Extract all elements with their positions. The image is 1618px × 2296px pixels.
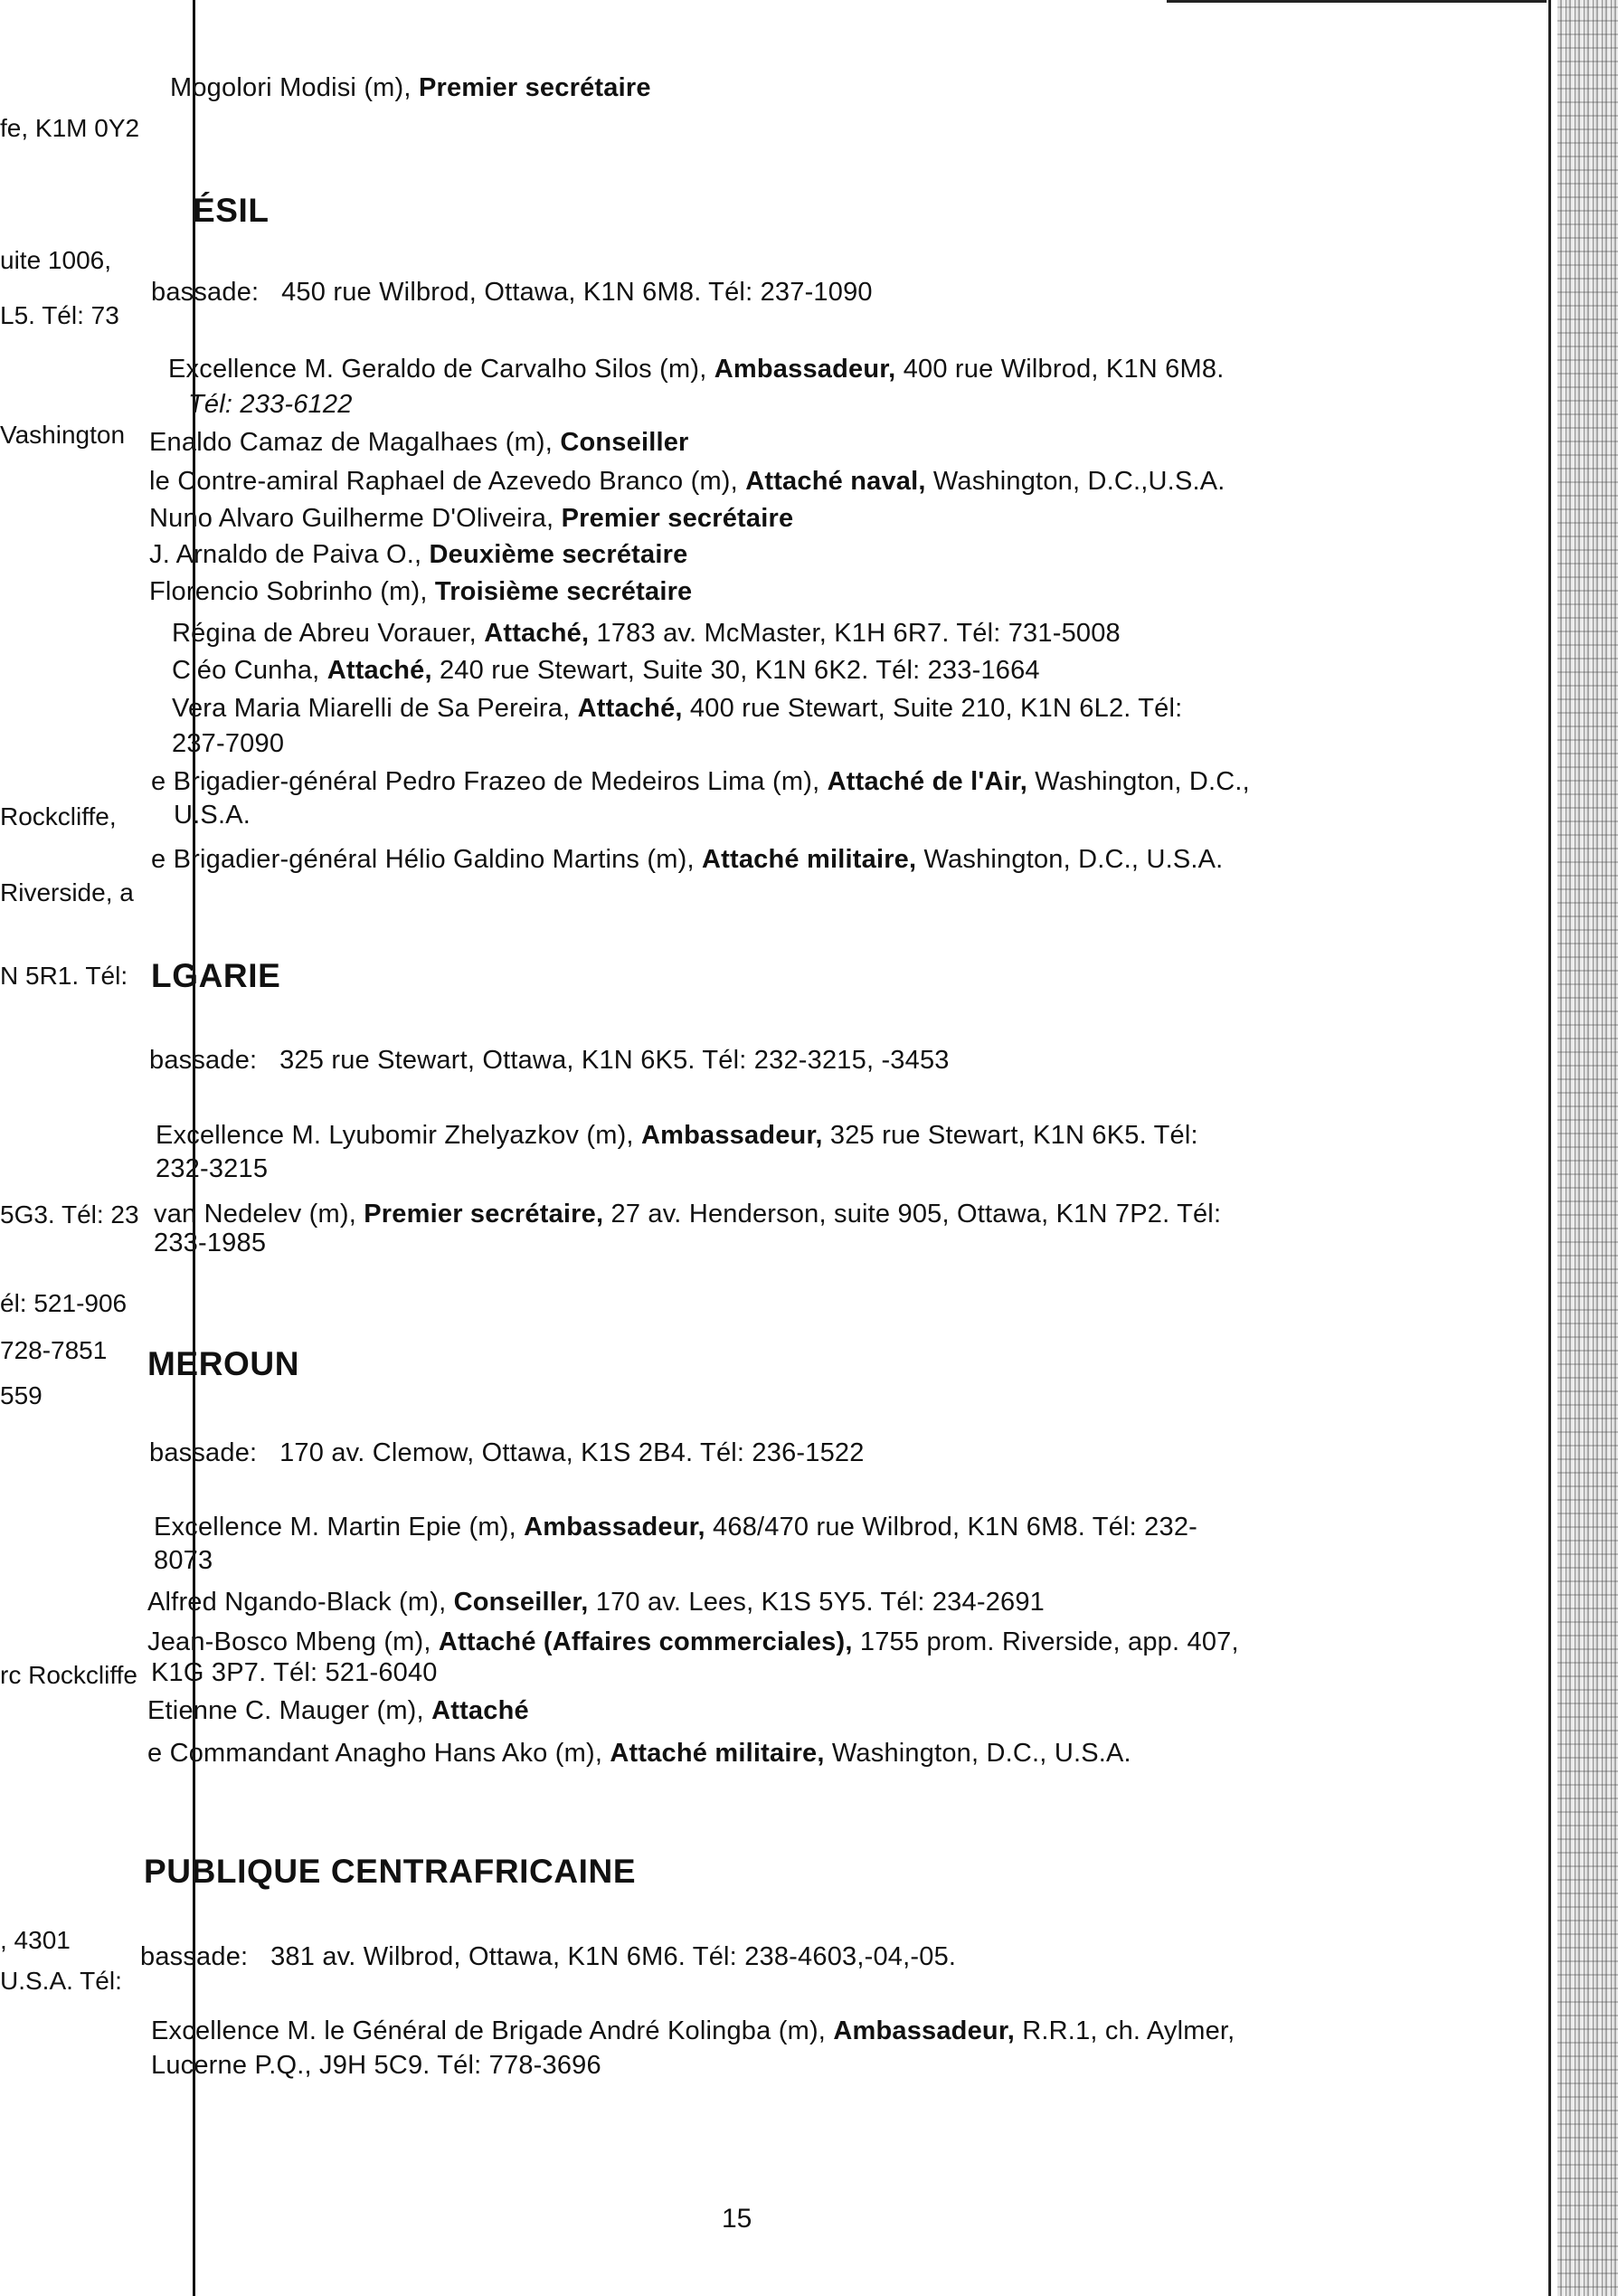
entry-line: K1G 3P7. Tél: 521-6040 bbox=[151, 1658, 438, 1687]
left-fragment: , 4301 bbox=[0, 1926, 71, 1954]
embassy-line: bassade: 170 av. Clemow, Ottawa, K1S 2B4. Tél: 236-1522 bbox=[149, 1438, 865, 1467]
right-edge-line bbox=[1548, 0, 1551, 2296]
entry-line: Régina de Abreu Vorauer, Attaché, 1783 av. McMaster, K1H 6R7. Tél: 731-5008 bbox=[172, 619, 1121, 648]
scanned-page-edge bbox=[1557, 0, 1618, 2296]
entry-line: Tél: 233-6122 bbox=[188, 390, 353, 419]
section-heading-rca: PUBLIQUE CENTRAFRICAINE bbox=[144, 1853, 637, 1890]
entry-line: e Brigadier-général Pedro Frazeo de Medeiros Lima (m), Attaché de l'Air, Washington, D.C., bbox=[151, 767, 1250, 796]
left-fragment: rc Rockcliffe bbox=[0, 1661, 137, 1689]
left-fragment: U.S.A. Tél: bbox=[0, 1967, 122, 1995]
entry-line: Excellence M. Lyubomir Zhelyazkov (m), Ambassadeur, 325 rue Stewart, K1N 6K5. Tél: bbox=[156, 1121, 1198, 1150]
left-fragment: L5. Tél: 73 bbox=[0, 301, 119, 329]
entry-line: 237-7090 bbox=[172, 729, 285, 758]
left-fragment: 5G3. Tél: 23 bbox=[0, 1200, 139, 1229]
entry-line: U.S.A. bbox=[174, 801, 251, 830]
left-fragment: fe, K1M 0Y2 bbox=[0, 114, 140, 142]
entry-line: Cléo Cunha, Attaché, 240 rue Stewart, Suite 30, K1N 6K2. Tél: 233-1664 bbox=[172, 656, 1040, 685]
entry-line: 232-3215 bbox=[156, 1154, 269, 1183]
entry-line: 8073 bbox=[154, 1546, 213, 1575]
entry-line: van Nedelev (m), Premier secrétaire, 27 av. Henderson, suite 905, Ottawa, K1N 7P2. Tél: bbox=[154, 1200, 1222, 1229]
left-fragment: uite 1006, bbox=[0, 246, 111, 274]
entry-line: J. Arnaldo de Paiva O., Deuxième secrétaire bbox=[149, 540, 688, 569]
entry-line: Nuno Alvaro Guilherme D'Oliveira, Premier secrétaire bbox=[149, 504, 794, 533]
entry-line: Excellence M. Martin Epie (m), Ambassadeur, 468/470 rue Wilbrod, K1N 6M8. Tél: 232- bbox=[154, 1513, 1198, 1542]
left-fragment: Vashington bbox=[0, 421, 126, 449]
top-edge-line bbox=[1167, 0, 1547, 3]
entry-line: Etienne C. Mauger (m), Attaché bbox=[147, 1696, 529, 1725]
section-heading-cameroun: MEROUN bbox=[147, 1345, 300, 1382]
left-fragment: N 5R1. Tél: bbox=[0, 962, 128, 990]
entry-line: e Brigadier-général Hélio Galdino Martins (m), Attaché militaire, Washington, D.C., U.S.A. bbox=[151, 845, 1224, 874]
entry-line: Florencio Sobrinho (m), Troisième secrétaire bbox=[149, 577, 693, 606]
left-fragment: 559 bbox=[0, 1381, 43, 1409]
entry-line: Excellence M. le Général de Brigade André Kolingba (m), Ambassadeur, R.R.1, ch. Aylmer, bbox=[151, 2016, 1235, 2045]
section-heading-bresil: ÉSIL bbox=[193, 192, 270, 229]
entry-line: Mogolori Modisi (m), Premier secrétaire bbox=[170, 73, 651, 102]
page-number: 15 bbox=[722, 2204, 752, 2234]
entry-line: Jean-Bosco Mbeng (m), Attaché (Affaires commerciales), 1755 prom. Riverside, app. 407, bbox=[147, 1627, 1239, 1656]
entry-line: e Commandant Anagho Hans Ako (m), Attaché militaire, Washington, D.C., U.S.A. bbox=[147, 1739, 1131, 1768]
left-fragment: 728-7851 bbox=[0, 1336, 108, 1364]
entry-line: le Contre-amiral Raphael de Azevedo Branco (m), Attaché naval, Washington, D.C.,U.S.A. bbox=[149, 467, 1225, 496]
left-fragment: Rockcliffe, bbox=[0, 802, 117, 830]
entry-line: Excellence M. Geraldo de Carvalho Silos (m), Ambassadeur, 400 rue Wilbrod, K1N 6M8. bbox=[168, 355, 1225, 384]
section-heading-bulgarie: LGARIE bbox=[151, 957, 281, 994]
embassy-line: bassade: 450 rue Wilbrod, Ottawa, K1N 6M8. Tél: 237-1090 bbox=[151, 278, 873, 307]
embassy-line: bassade: 325 rue Stewart, Ottawa, K1N 6K5. Tél: 232-3215, -3453 bbox=[149, 1046, 950, 1075]
entry-line: Alfred Ngando-Black (m), Conseiller, 170 av. Lees, K1S 5Y5. Tél: 234-2691 bbox=[147, 1588, 1046, 1617]
entry-line: 233-1985 bbox=[154, 1229, 267, 1257]
left-fragment: Riverside, a bbox=[0, 878, 134, 906]
entry-line: Enaldo Camaz de Magalhaes (m), Conseiller bbox=[149, 428, 689, 457]
embassy-line: bassade: 381 av. Wilbrod, Ottawa, K1N 6M6. Tél: 238-4603,-04,-05. bbox=[140, 1942, 957, 1971]
left-fragment: él: 521-906 bbox=[0, 1289, 128, 1317]
entry-line: Vera Maria Miarelli de Sa Pereira, Attaché, 400 rue Stewart, Suite 210, K1N 6L2. Tél: bbox=[172, 694, 1183, 723]
entry-line: Lucerne P.Q., J9H 5C9. Tél: 778-3696 bbox=[151, 2051, 601, 2080]
